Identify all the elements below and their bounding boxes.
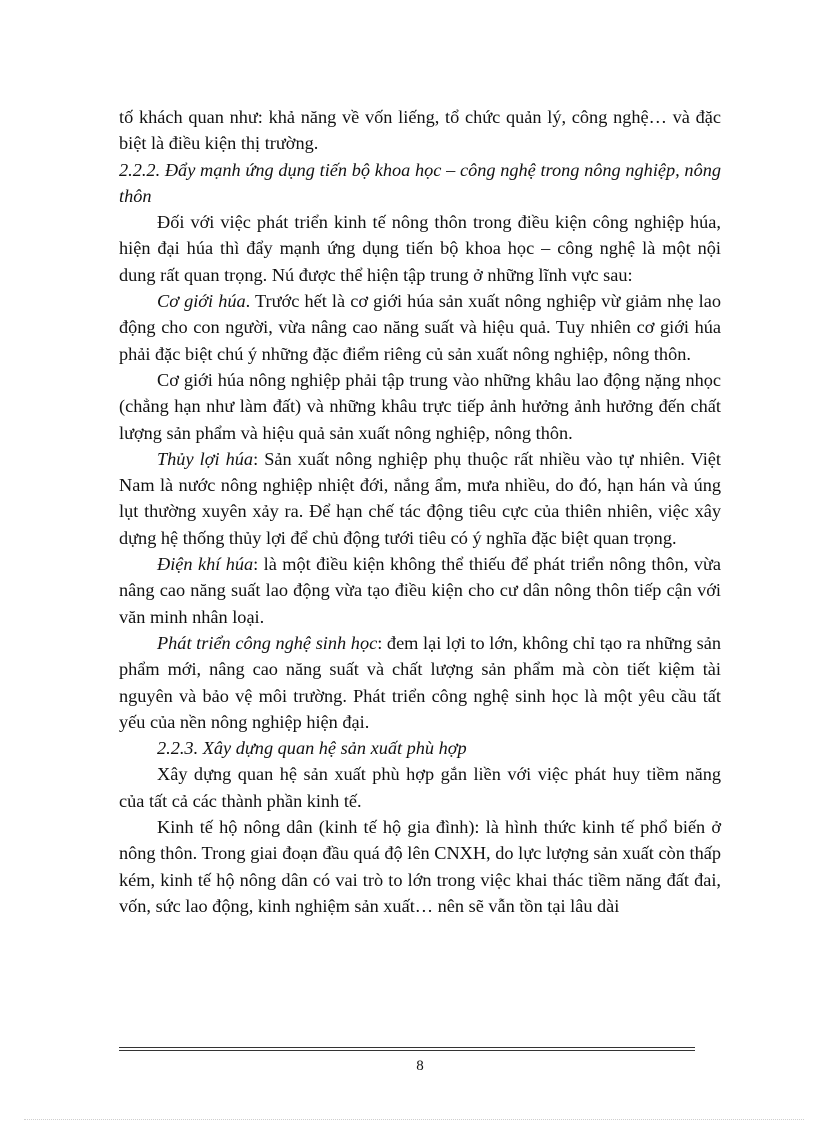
footer-rule-line <box>119 1047 695 1048</box>
term-irrigation: Thủy lợi húa <box>157 448 254 469</box>
section-heading-2-2-2: 2.2.2. Đẩy mạnh ứng dụng tiến bộ khoa học – công nghệ trong nông nghiệp, nông thôn <box>119 159 721 206</box>
footer-rule <box>119 1047 695 1057</box>
term-biotech: Phát triển công nghệ sinh học <box>157 632 378 653</box>
paragraph-mechanization-focus: Cơ giới húa nông nghiệp phải tập trung vào những khâu lao động nặng nhọc (chẳng hạn như làm đất) và những khâu trực tiếp ảnh hưởng ảnh hưởng đến chất lượng sản phẩm và hiệu quả sản xuất nông nghiệp, nông thôn. <box>119 369 721 443</box>
paragraph-intro: Đối với việc phát triển kinh tế nông thôn trong điều kiện công nghiệp húa, hiện đại húa thì đẩy mạnh ứng dụng tiến bộ khoa học – công nghệ là một nội dung rất quan trọng. Nú được thể hiện tập trung ở những lĩnh vực sau: <box>119 212 721 285</box>
mechanization-text: . Trước hết là cơ giới húa sản xuất nông nghiệp vừ giảm nhẹ lao động cho con người, vừa nâng cao năng suất và hiệu quả. Tuy nhiên cơ giới húa phải đặc biệt chú ý những đặc điểm riêng củ sản xuất nông nghiệp, nông thôn. <box>119 291 721 364</box>
paragraph-household-economy: Kinh tế hộ nông dân (kinh tế hộ gia đình): là hình thức kinh tế phổ biến ở nông thôn. Trong giai đoạn đầu quá độ lên CNXH, do lực lượng sản xuất còn thấp kém, kinh tế hộ nông dân có vai trò to lớn trong việc khai thác tiềm năng đất đai, vốn, sức lao động, kinh nghiệm sản xuất… nên sẽ vẫn tồn tại lâu dài <box>119 817 721 916</box>
paragraph-mechanization <box>119 288 721 367</box>
footer-rule-line <box>119 1050 695 1051</box>
biotech-text: : đem lại lợi to lớn, không chỉ tạo ra những sản phẩm mới, nâng cao năng suất và chất lượng sản phẩm mà còn tiết kiệm tài nguyên và bảo vệ môi trường. Phát triển công nghệ sinh học là một yêu cầu tất yếu của nền nông nghiệp hiện đại. <box>119 632 721 732</box>
paragraph-electrification <box>119 551 721 630</box>
page-edge-divider <box>24 1119 804 1120</box>
paragraph-relations: Xây dựng quan hệ sản xuất phù hợp gắn liền với việc phát huy tiềm năng của tất cả các thành phần kinh tế. <box>119 764 721 811</box>
section-heading-2-2-3: 2.2.3. Xây dựng quan hệ sản xuất phù hợp <box>157 738 467 759</box>
paragraph-irrigation <box>119 446 721 551</box>
paragraph-continuation: tố khách quan như: khả năng về vốn liếng, tổ chức quản lý, công nghệ… và đặc biệt là điều kiện thị trường. <box>119 107 721 154</box>
page-number: 8 <box>416 1058 424 1074</box>
term-mechanization: Cơ giới húa <box>157 291 246 312</box>
irrigation-text: : Sản xuất nông nghiệp phụ thuộc rất nhiều vào tự nhiên. Việt Nam là nước nông nghiệp nhiệt đới, nắng ẩm, mưa nhiều, do đó, hạn hán và úng lụt thường xuyên xảy ra. Để hạn chế tác động tiêu cực của thiên nhiên, việc xây dựng hệ thống thủy lợi để chủ động tưới tiêu có ý nghĩa đặc biệt quan trọng. <box>119 448 721 548</box>
electrification-text: : là một điều kiện không thể thiếu để phát triển nông thôn, vừa nâng cao năng suất lao động vừa tạo điều kiện cho cư dân nông thôn tiếp cận với văn minh nhân loại. <box>119 554 721 627</box>
term-electrification: Điện khí húa <box>157 554 254 575</box>
body-text <box>119 104 721 919</box>
paragraph-biotech <box>119 630 721 735</box>
